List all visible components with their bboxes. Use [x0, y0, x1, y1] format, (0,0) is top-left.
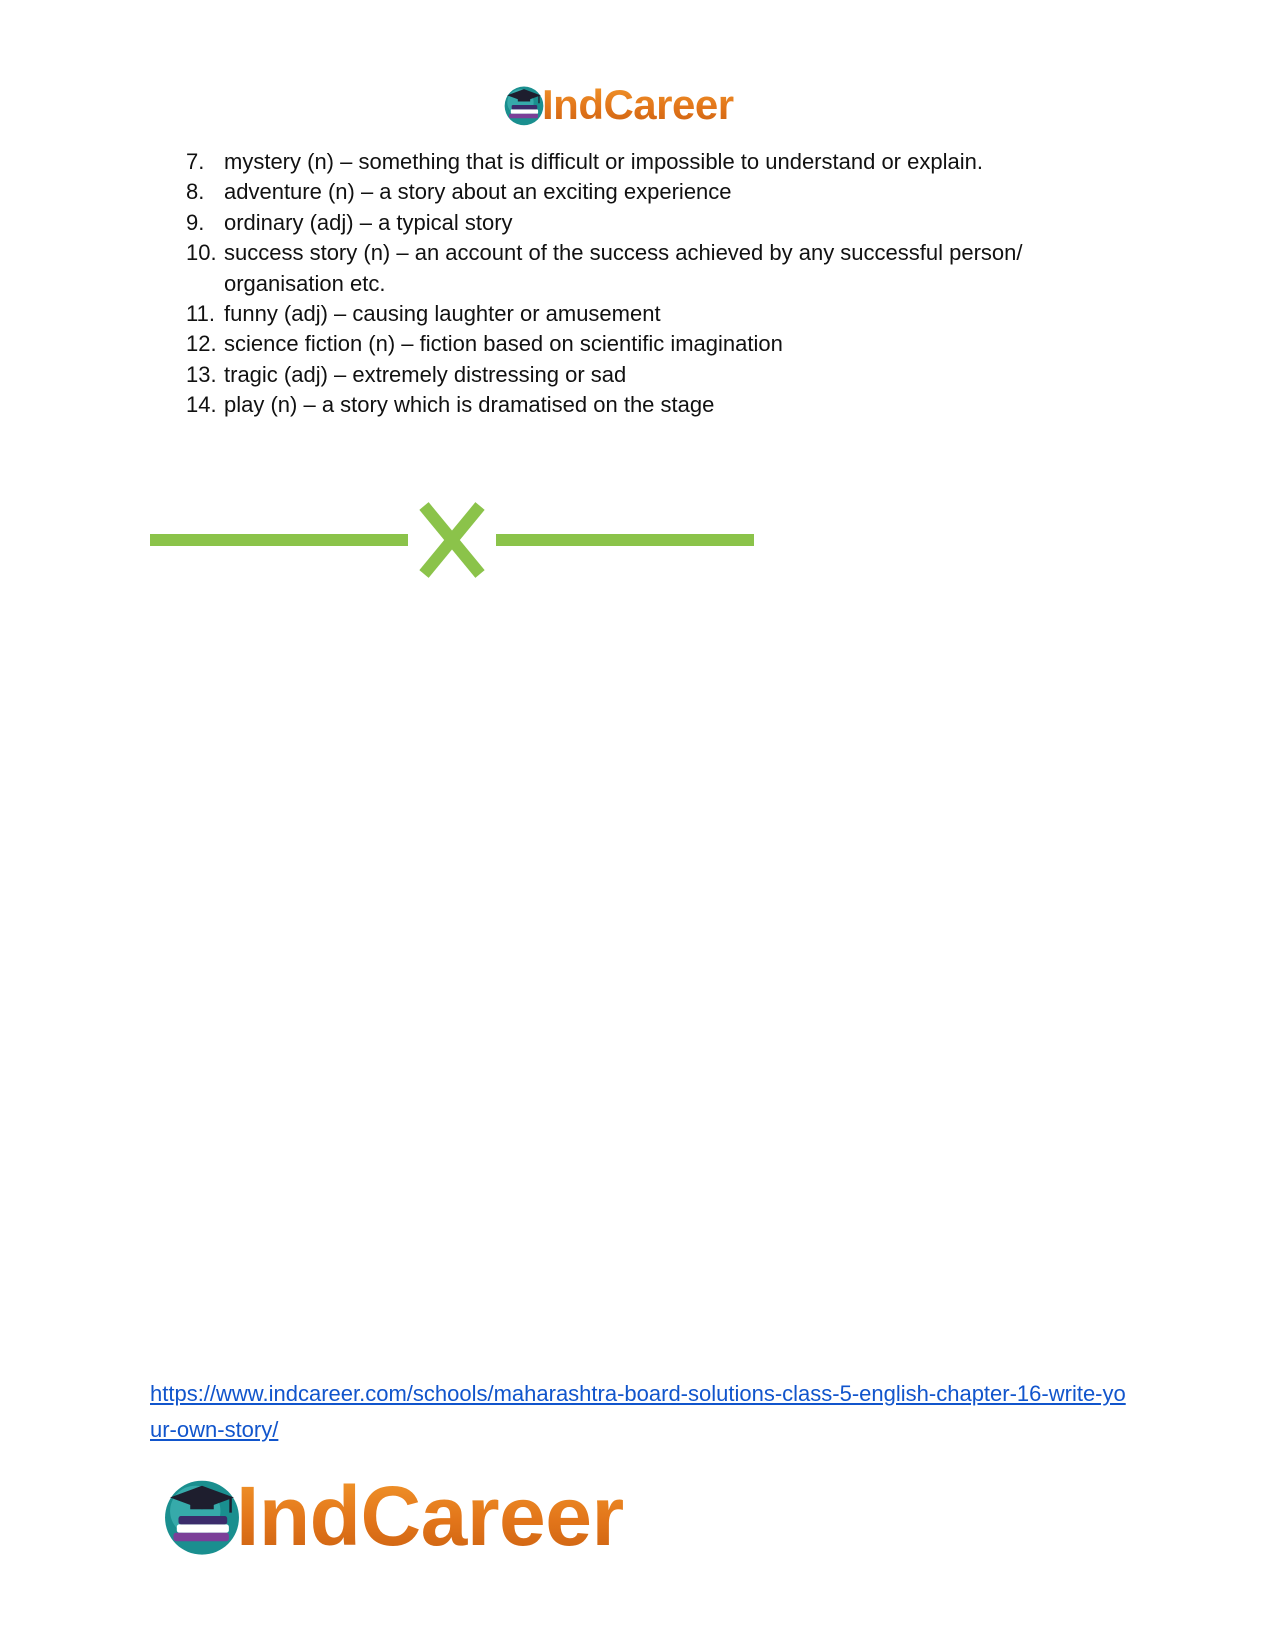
- list-item: [186, 147, 1086, 177]
- item-number: 11.: [186, 301, 215, 327]
- vocabulary-list: [186, 147, 1086, 421]
- graduation-books-globe-icon: [160, 1474, 244, 1558]
- item-number: 12.: [186, 331, 217, 357]
- item-number: 13.: [186, 361, 217, 387]
- item-number: 8.: [186, 179, 205, 205]
- list-item: [186, 238, 1086, 299]
- item-text: mystery (n) – something that is difficult or impossible to understand or explain.: [224, 149, 983, 174]
- item-text: funny (adj) – causing laughter or amusement: [224, 301, 661, 327]
- list-item: [186, 390, 1086, 420]
- list-item: [186, 360, 1086, 390]
- item-number: 9.: [186, 209, 205, 235]
- item-text: science fiction (n) – fiction based on scientific imagination: [224, 331, 783, 357]
- cross-divider-icon: [150, 500, 754, 580]
- graduation-books-globe-icon: [502, 83, 546, 127]
- item-text: play (n) – a story which is dramatised on the stage: [224, 392, 715, 418]
- list-item: [186, 329, 1086, 359]
- footer-logo: [160, 1468, 624, 1564]
- source-url-link[interactable]: https://www.indcareer.com/schools/maharashtra-board-solutions-class-5-english-chapter-16-write-your-own-story/: [150, 1381, 1126, 1442]
- header-logo: [502, 80, 734, 130]
- logo-wordmark: IndCareer: [542, 81, 734, 128]
- item-text: success story (n) – an account of the success achieved by any successful person/ organisation etc.: [224, 240, 1023, 296]
- logo-wordmark: IndCareer: [236, 1469, 624, 1563]
- item-text: ordinary (adj) – a typical story: [224, 209, 513, 235]
- list-item: [186, 177, 1086, 207]
- list-item: [186, 299, 1086, 329]
- item-number: 14.: [186, 392, 217, 418]
- item-number: 10.: [186, 240, 217, 266]
- item-text: adventure (n) – a story about an exciting experience: [224, 179, 732, 205]
- item-text: tragic (adj) – extremely distressing or sad: [224, 361, 627, 387]
- item-number: 7.: [186, 149, 205, 174]
- list-item: [186, 208, 1086, 238]
